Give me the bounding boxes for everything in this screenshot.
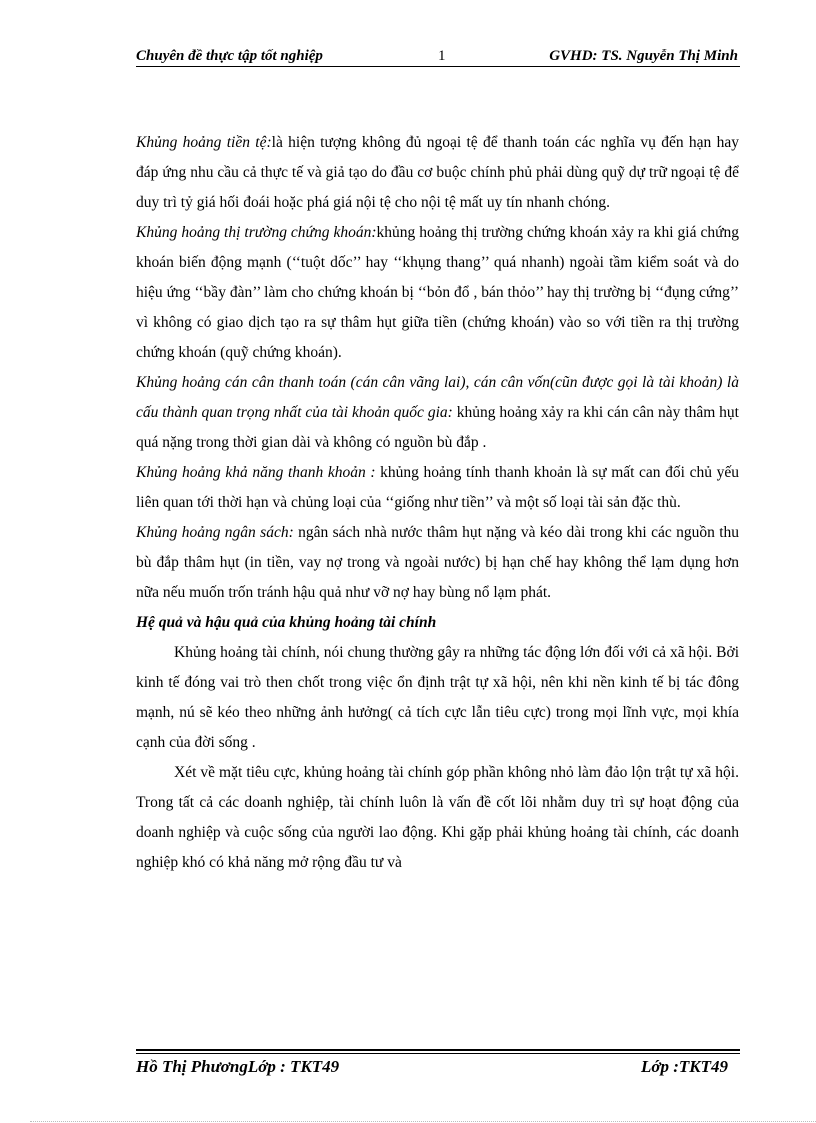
footer-rule-thin bbox=[136, 1053, 740, 1054]
paragraph-balance-of-payments-crisis bbox=[136, 368, 739, 458]
header-page-number: 1 bbox=[438, 48, 446, 64]
section-heading: Hệ quả và hậu quả của khủng hoảng tài chính bbox=[136, 614, 437, 631]
section-paragraph: Xét về mặt tiêu cực, khủng hoảng tài chính góp phần không nhỏ làm đảo lộn trật tự xã hội. Trong tất cả các doanh nghiệp, tài chính luôn là vấn đề cốt lõi nhằm duy trì sự hoạt động của doanh nghiệp và cuộc sống của người lao động. Khi gặp phải khủng hoảng tài chính, các doanh nghiệp khó có khả năng mở rộng đầu tư và bbox=[136, 764, 739, 871]
paragraph-stock-market-crisis bbox=[136, 218, 739, 368]
header-rule bbox=[136, 66, 740, 67]
footer-author: Hồ Thị PhươngLớp : TKT49 bbox=[136, 1057, 340, 1076]
term-label: Khủng hoảng ngân sách: bbox=[136, 524, 294, 541]
paragraph-text: là hiện tượng không đủ ngoại tệ để thanh toán các nghĩa vụ đến hạn hay đáp ứng nhu cầu cả thực tế và giả tạo do đầu cơ buộc chính phủ phải dùng quỹ dự trữ ngoại tệ để duy trì tỷ giá hối đoái hoặc phá giá nội tệ cho nội tệ mất uy tín nhanh chóng. bbox=[136, 134, 739, 211]
footer-class: Lớp :TKT49 bbox=[640, 1057, 728, 1076]
paragraph-currency-crisis bbox=[136, 128, 739, 218]
paragraph-text: ngân sách nhà nước thâm hụt nặng và kéo dài trong khi các nguồn thu bù đắp thâm hụt (in tiền, vay nợ trong và ngoài nước) bị hạn chế hay không thể lạm dụng hơn nữa nếu muốn trốn tránh hậu quả như vỡ nợ hay bùng nổ lạm phát. bbox=[136, 524, 739, 601]
section-paragraph: Khủng hoảng tài chính, nói chung thường gây ra những tác động lớn đối với cả xã hội. Bởi kinh tế đóng vai trò then chốt trong việc ổn định trật tự xã hội, nên khi nền kinh tế bị tác đông mạnh, nú sẽ kéo theo những ảnh hưởng( cả tích cực lẫn tiêu cực) trong mọi lĩnh vực, mọi khía cạnh của đời sống . bbox=[136, 644, 739, 751]
term-label: Khủng hoảng cán cân thanh toán (cán cân vãng lai), cán cân vốn(cũn được gọi là tài khoản) là cấu thành quan trọng nhất của tài khoản quốc gia: bbox=[136, 374, 739, 421]
page-footer bbox=[136, 1057, 740, 1079]
paragraph-text: khủng hoảng tính thanh khoản là sự mất can đối chủ yếu liên quan tới thời hạn và chủng loại của ‘‘giống như tiền’’ và một số loại tài sản đặc thù. bbox=[136, 464, 739, 511]
footer-rule-thick bbox=[136, 1049, 740, 1051]
term-label: Khủng hoảng khả năng thanh khoản : bbox=[136, 464, 376, 481]
document-body bbox=[136, 128, 739, 878]
paragraph-text: khủng hoảng thị trường chứng khoán xảy ra khi giá chứng khoán biến động mạnh (‘‘tuột dốc’’ hay ‘‘khụng thang’’ quá nhanh) ngoài tầm kiểm soát và do hiệu ứng ‘‘bầy đàn’’ làm cho chứng khoán bị ‘‘bỏn đổ , bán thỏo’’ hay thị trường bị ‘‘đụng cứng’’ vì không có giao dịch tạo ra sự thâm hụt giữa tiền (chứng khoán) vào so với tiền ra thị trường chứng khoán (quỹ chứng khoán). bbox=[136, 224, 740, 361]
term-label: Khủng hoảng thị trường chứng khoán: bbox=[136, 224, 377, 241]
header-document-title: Chuyên đề thực tập tốt nghiệp bbox=[136, 48, 323, 64]
page-edge bbox=[30, 1121, 816, 1122]
header-supervisor: GVHD: TS. Nguyễn Thị Minh bbox=[549, 48, 738, 64]
page-header bbox=[136, 48, 740, 66]
paragraph-budget-crisis bbox=[136, 518, 739, 608]
paragraph-liquidity-crisis bbox=[136, 458, 739, 518]
paragraph-text: khủng hoảng xảy ra khi cán cân này thâm hụt quá nặng trong thời gian dài và không có nguồn bù đắp . bbox=[136, 404, 739, 451]
term-label: Khủng hoảng tiền tệ: bbox=[136, 134, 272, 151]
